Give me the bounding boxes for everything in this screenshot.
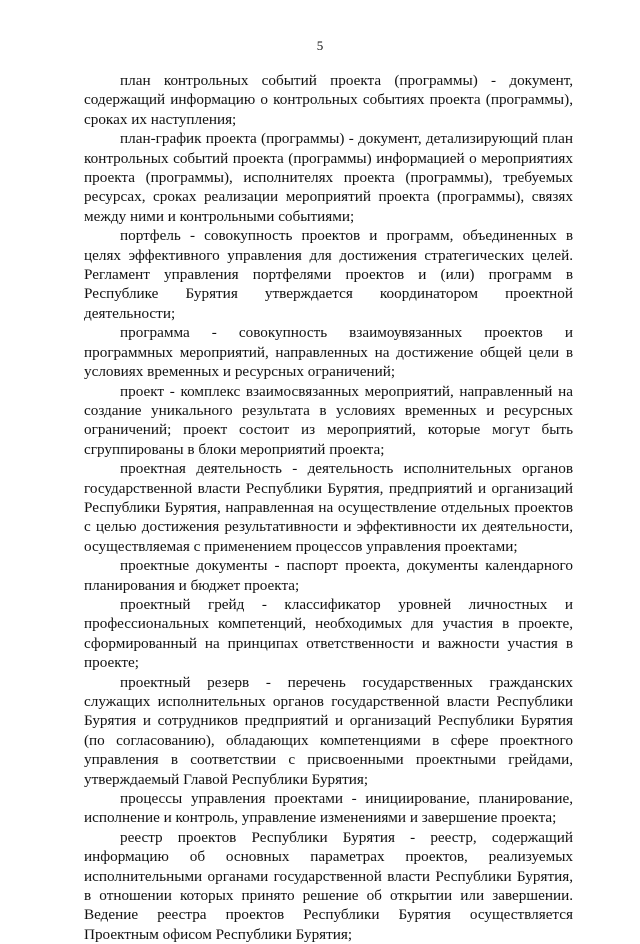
definition-paragraph: портфель - совокупность проектов и программ, объединенных в целях эффективного управления для достижения стратегических целей. Регламент управления портфелями проектов и (или) программ в Республике Бурятия утверждается координатором проектной деятельности; (84, 227, 573, 322)
definition-paragraph: проектный резерв - перечень государственных гражданских служащих исполнительных органов государственной власти Республики Бурятия и сотрудников предприятий и организаций Республики Бурятия (по согласованию), обладающих компетенциями в сфере проектного управления в соответствии с присвоенными проектными грейдами, утверждаемый Главой Республики Бурятия; (84, 673, 573, 788)
definition-paragraph: план контрольных событий проекта (программы) - документ, содержащий информацию о контрольных событиях проекта (программы), сроках их наступления; (84, 72, 573, 128)
definition-paragraph: реестр проектов Республики Бурятия - реестр, содержащий информацию об основных параметрах проектов, реализуемых исполнительными органами государственной власти Республики Бурятия, в отношении которых принято решение об открытии или завершении. Ведение реестра проектов Республики Бурятия осуществляется Проектным офисом Республики Бурятия; (84, 828, 573, 943)
definition-paragraph: проектный грейд - классификатор уровней личностных и профессиональных компетенций, необходимых для участия в проекте, сформированный на принципах ответственности и важности участия в проекте; (84, 595, 573, 672)
definition-paragraph: проект - комплекс взаимосвязанных мероприятий, направленный на создание уникального результата в условиях временных и ресурсных ограничений; проект состоит из мероприятий, которые могут быть сгруппированы в блоки мероприятий проекта; (84, 382, 573, 458)
definition-paragraph: программа - совокупность взаимоувязанных проектов и программных мероприятий, направленных на достижение общей цели в условиях временных и ресурсных ограничений; (84, 324, 573, 381)
definition-paragraph: проектная деятельность - деятельность исполнительных органов государственной власти Республики Бурятия, предприятий и организаций Республики Бурятия, направленная на осуществление отдельных проектов с целью достижения результативности и эффективности их деятельности, осуществляемая с применением процессов управления проектами; (84, 460, 573, 555)
page-number: 5 (316, 38, 324, 53)
document-body (84, 71, 573, 944)
definition-paragraph: процессы управления проектами - инициирование, планирование, исполнение и контроль, управление изменениями и завершение проекта; (84, 790, 573, 827)
definition-paragraph: план-график проекта (программы) - документ, детализирующий план контрольных событий проекта (программы) информацией о мероприятиях проекта (программы), исполнителях проекта (программы), требуемых ресурсах, сроках реализации мероприятий проекта (программы), связях между ними и контрольными событиями; (84, 130, 573, 225)
definition-paragraph: проектные документы - паспорт проекта, документы календарного планирования и бюджет проекта; (84, 557, 573, 594)
